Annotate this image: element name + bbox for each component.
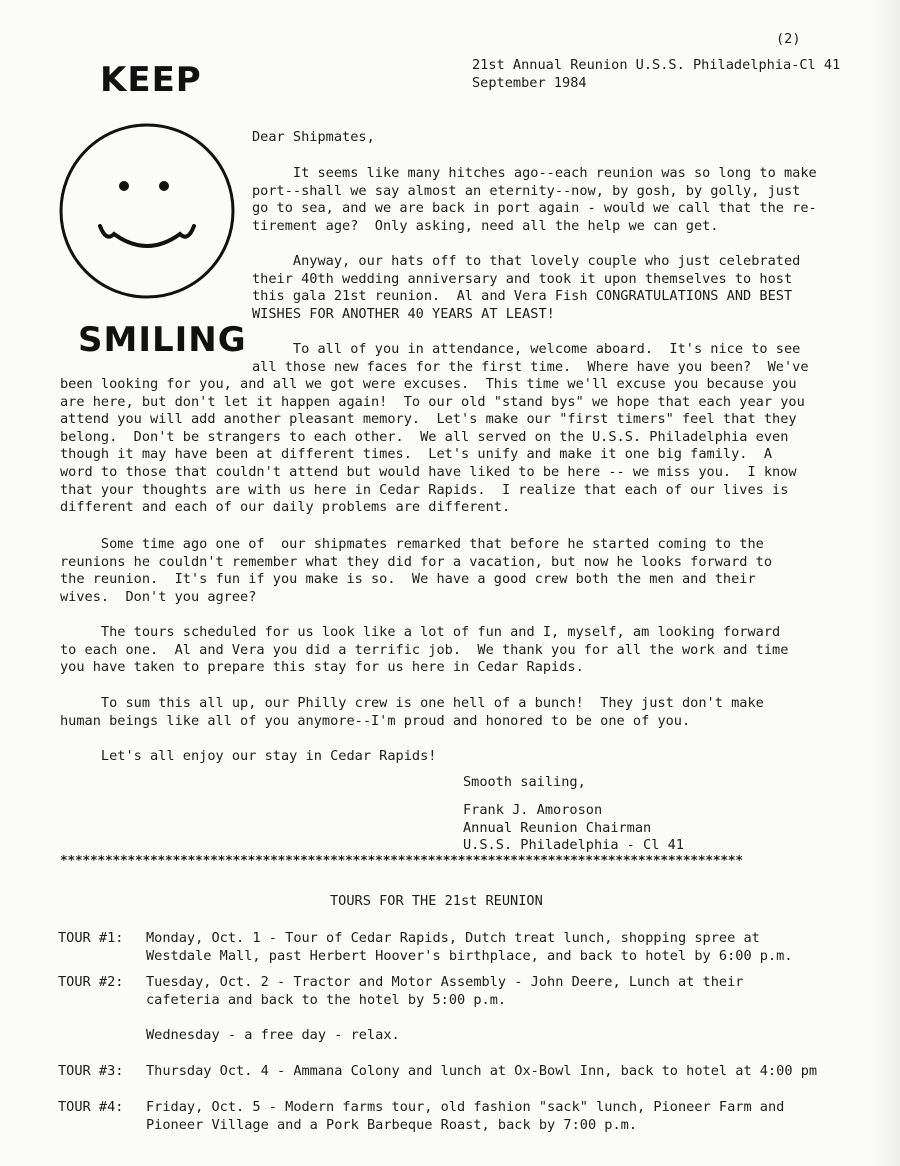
text-line: Thursday Oct. 4 - Ammana Colony and lunch at Ox-Bowl Inn, back to hotel at 4:00 pm [146, 1063, 818, 1079]
text-line: Some time ago one of our shipmates remarked that before he started coming to the [60, 536, 764, 552]
tour-1-label: TOUR #1: [58, 930, 124, 946]
text-line: WISHES FOR ANOTHER 40 YEARS AT LEAST! [252, 305, 555, 322]
paragraph-5 [60, 624, 788, 677]
tour-2-label: TOUR #2: [58, 974, 124, 990]
paragraph-4 [60, 536, 772, 606]
page-number: (2) [776, 31, 801, 47]
text-line: The tours scheduled for us look like a lot of fun and I, myself, am looking forward [60, 624, 781, 640]
tour-2-description [146, 974, 743, 1009]
text-line: Westdale Mall, past Herbert Hoover's birthplace, and back to hotel by 6:00 p.m. [146, 947, 793, 964]
paragraph-2 [252, 253, 800, 323]
text-line: their 40th wedding anniversary and took it upon themselves to host [252, 270, 793, 287]
smiling-heading: SMILING [78, 320, 247, 360]
asterisk-separator: ******************************************************************************************* [60, 853, 743, 868]
page-edge-shadow [872, 0, 900, 1166]
text-line: though it may have been at different times. Let's unify and make it one big family. A [60, 446, 773, 463]
text-line: To all of you in attendance, welcome aboard. It's nice to see [252, 341, 801, 357]
text-line: wives. Don't you agree? [60, 588, 257, 605]
text-line: different and each of our daily problems are different. [60, 499, 511, 516]
text-line: all those new faces for the first time. Where have you been? We've [252, 358, 809, 375]
text-line: Pioneer Village and a Pork Barbeque Roast, back by 7:00 p.m. [146, 1116, 638, 1133]
text-line: reunions he couldn't remember what they did for a vacation, but now he looks forward to [60, 553, 773, 570]
text-line: Tuesday, Oct. 2 - Tractor and Motor Assembly - John Deere, Lunch at their [146, 974, 744, 990]
signature-ship: U.S.S. Philadelphia - Cl 41 [463, 837, 684, 854]
text-line: attend you will add another pleasant memory. Let's make our "first timers" feel that they [60, 411, 797, 428]
text-line: cafeteria and back to the hotel by 5:00 p.m. [146, 991, 507, 1008]
text-line: Anyway, our hats off to that lovely couple who just celebrated [252, 253, 801, 269]
text-line: port--shall we say almost an eternity--now, by gosh, by golly, just [252, 182, 801, 199]
header-line-title: 21st Annual Reunion U.S.S. Philadelphia-Cl 41 [472, 57, 841, 73]
closing: Smooth sailing, [463, 774, 586, 790]
paragraph-3 [60, 376, 805, 517]
text-line: Friday, Oct. 5 - Modern farms tour, old fashion "sack" lunch, Pioneer Farm and [146, 1099, 785, 1115]
tour-4-description [146, 1099, 784, 1134]
paragraph-7: Let's all enjoy our stay in Cedar Rapids! [60, 748, 437, 764]
text-line: Monday, Oct. 1 - Tour of Cedar Rapids, Dutch treat lunch, shopping spree at [146, 930, 760, 946]
salutation: Dear Shipmates, [252, 129, 375, 145]
text-line: go to sea, and we are back in port again - would we call that the re- [252, 200, 817, 217]
text-line: are here, but don't let it happen again! To our old "stand bys" we hope that each year you [60, 393, 805, 410]
text-line: tirement age? Only asking, need all the help we can get. [252, 217, 719, 234]
header-line-date: September 1984 [472, 74, 587, 91]
text-line: you have taken to prepare this stay for us here in Cedar Rapids. [60, 659, 584, 676]
keep-heading: KEEP [100, 60, 202, 100]
tour-4-label: TOUR #4: [58, 1099, 124, 1115]
tour-3-description [146, 1063, 817, 1081]
tour-3-label: TOUR #3: [58, 1063, 124, 1079]
smiley-face-icon [58, 120, 236, 302]
text-line: Wednesday - a free day - relax. [146, 1027, 400, 1043]
document-header [472, 57, 840, 92]
text-line: To sum this all up, our Philly crew is one hell of a bunch! They just don't make [60, 695, 764, 711]
tour-1-description [146, 930, 793, 965]
signature-name: Frank J. Amoroson [463, 802, 603, 818]
paragraph-3-indented [252, 341, 809, 376]
text-line: this gala 21st reunion. Al and Vera Fish CONGRATULATIONS AND BEST [252, 288, 793, 305]
text-line: been looking for you, and all we got were excuses. This time we'll excuse you because you [60, 376, 797, 392]
free-day-description [146, 1027, 400, 1045]
text-line: It seems like many hitches ago--each reunion was so long to make [252, 165, 817, 181]
signature-block [463, 802, 684, 855]
text-line: belong. Don't be strangers to each other. We all served on the U.S.S. Philadelphia even [60, 428, 789, 445]
text-line: the reunion. It's fun if you make is so. We have a good crew both the men and their [60, 571, 756, 588]
paragraph-6 [60, 695, 764, 730]
text-line: to each one. Al and Vera you did a terrific job. We thank you for all the work and time [60, 641, 789, 658]
text-line: word to those that couldn't attend but would have liked to be here -- we miss you. I know [60, 463, 797, 480]
text-line: that your thoughts are with us here in Cedar Rapids. I realize that each of our lives is [60, 481, 789, 498]
paragraph-1 [252, 165, 817, 235]
text-line: human beings like all of you anymore--I'm proud and honored to be one of you. [60, 712, 691, 729]
tours-title: TOURS FOR THE 21st REUNION [330, 893, 543, 909]
signature-title: Annual Reunion Chairman [463, 819, 652, 836]
